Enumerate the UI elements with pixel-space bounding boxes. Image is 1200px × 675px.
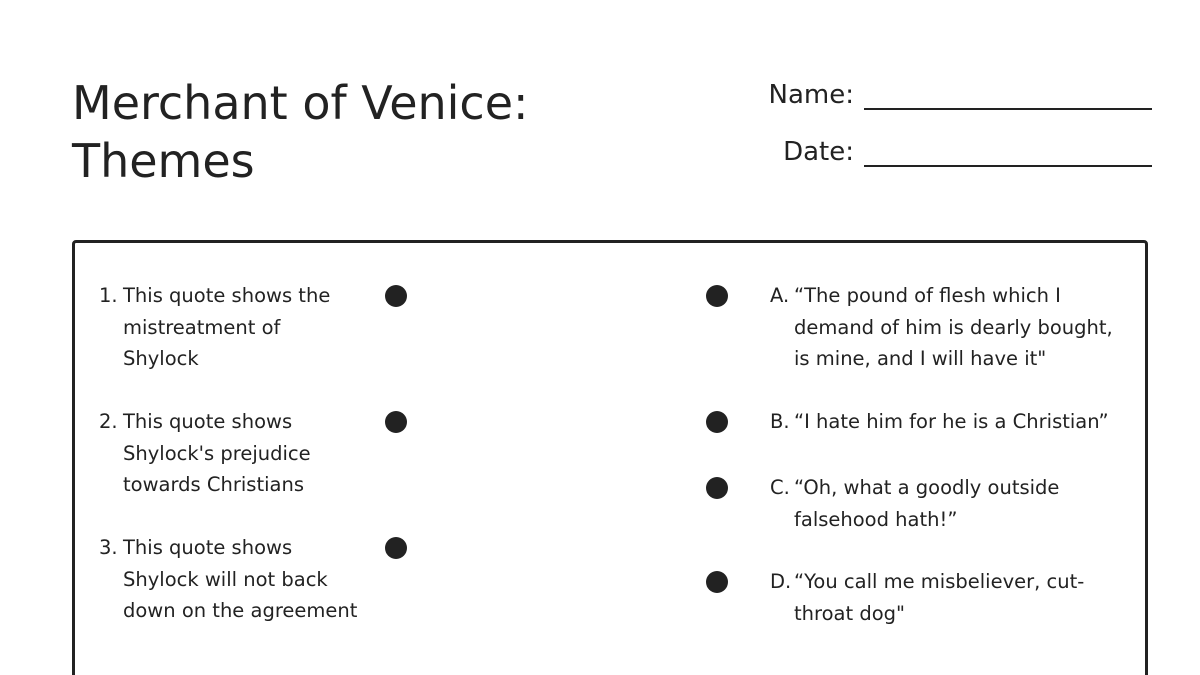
item-letter: B. bbox=[770, 410, 790, 433]
match-dot-right-b[interactable] bbox=[706, 411, 728, 433]
date-blank-line[interactable] bbox=[864, 137, 1152, 167]
item-quote: “Oh, what a goodly outside falsehood hath!” bbox=[794, 476, 1060, 531]
right-item-c bbox=[770, 472, 1100, 535]
item-letter: C. bbox=[770, 476, 790, 499]
match-dot-right-c[interactable] bbox=[706, 477, 728, 499]
worksheet-title bbox=[72, 74, 632, 190]
left-item-3 bbox=[99, 532, 359, 627]
title-line-2: Themes bbox=[72, 134, 255, 188]
right-item-d bbox=[770, 566, 1110, 629]
item-letter: A. bbox=[770, 284, 790, 307]
name-blank-line[interactable] bbox=[864, 80, 1152, 110]
date-label: Date: bbox=[783, 137, 854, 167]
match-dot-left-2[interactable] bbox=[385, 411, 407, 433]
name-field[interactable] bbox=[754, 78, 1152, 112]
title-line-1: Merchant of Venice: bbox=[72, 76, 529, 130]
left-item-1 bbox=[99, 280, 359, 375]
name-label: Name: bbox=[768, 80, 854, 110]
item-text: This quote shows Shylock will not back down on the agreement bbox=[123, 536, 358, 622]
item-text: This quote shows the mistreatment of Shylock bbox=[123, 284, 331, 370]
item-quote: “You call me misbeliever, cut-throat dog" bbox=[794, 570, 1085, 625]
date-field[interactable] bbox=[754, 135, 1152, 169]
item-quote: “The pound of flesh which I demand of him is dearly bought, is mine, and I will have it" bbox=[794, 284, 1113, 370]
match-dot-right-d[interactable] bbox=[706, 571, 728, 593]
item-text: This quote shows Shylock's prejudice towards Christians bbox=[123, 410, 311, 496]
left-item-2 bbox=[99, 406, 339, 501]
item-number: 1. bbox=[99, 284, 118, 307]
item-number: 2. bbox=[99, 410, 118, 433]
match-dot-left-1[interactable] bbox=[385, 285, 407, 307]
right-item-a bbox=[770, 280, 1132, 375]
item-number: 3. bbox=[99, 536, 118, 559]
match-dot-left-3[interactable] bbox=[385, 537, 407, 559]
right-item-b bbox=[770, 406, 1132, 438]
match-dot-right-a[interactable] bbox=[706, 285, 728, 307]
item-quote: “I hate him for he is a Christian” bbox=[794, 410, 1109, 433]
item-letter: D. bbox=[770, 570, 792, 593]
